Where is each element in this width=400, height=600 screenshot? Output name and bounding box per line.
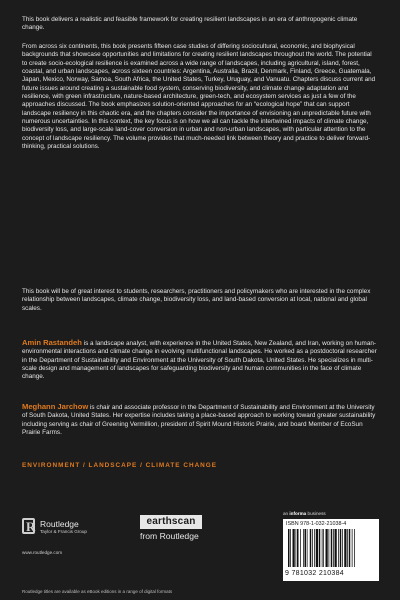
barcode-bar <box>300 529 301 567</box>
barcode <box>283 519 379 581</box>
barcode-bar <box>333 529 334 567</box>
routledge-mark-icon <box>22 518 35 534</box>
barcode-bar <box>296 529 297 567</box>
author-bio-text-2: is chair and associate professor in the Department of Sustainability and Environment at the University of South Dakota, United States. Her expertise includes taking a place-based approach to working toward greater sustainability including serving as chair of Greening Vermillion, president of Spirit Mound Historic Prairie, and board Member of EcoSun Prairie Farms. <box>22 404 376 437</box>
informa-tagline <box>283 511 326 516</box>
isbn-digits: 9 781032 210384 <box>285 570 344 577</box>
subject-categories: ENVIRONMENT / LANDSCAPE / CLIMATE CHANGE <box>22 462 218 469</box>
informa-prefix: an <box>283 511 290 516</box>
earthscan-wordmark: earthscan <box>140 515 202 529</box>
publisher-group: Taylor & Francis Group <box>40 529 87 534</box>
routledge-logo <box>22 518 87 558</box>
barcode-bar <box>323 529 324 567</box>
author-name-2: Meghann Jarchow <box>22 402 89 411</box>
author-bio-1 <box>22 339 378 382</box>
barcode-bar <box>342 529 343 567</box>
publisher-name: Routledge <box>40 519 79 529</box>
barcode-bar <box>329 529 330 567</box>
publisher-url: www.routledge.com <box>22 550 63 555</box>
barcode-icon <box>286 529 376 569</box>
informa-name: informa <box>289 511 307 516</box>
summary-paragraph-2: From across six continents, this book presents fifteen case studies of differing sociocultural, economic, and biophysical backgrounds that showcase opportunities and limitations for creating resilient landscapes throughout the world. The potential to create socio-ecological resilience is examined across a wide range of landscapes, including agricultural, island, forest, coastal, and urban landscapes, across sixteen countries: Argentina, Australia, Brazil, Denmark, Finland, Greece, Guatemala, Japan, Mexico, Norway, Samoa, South Africa, the United States, Turkey, Uruguay, and Vanuatu. Chapters discuss current and future issues around creating a sustainable food system, conserving biodiversity, and climate change adaptation and resilience, with green infrastructure, nature-based architecture, green-tech, and ecosystem services as just a few of the approaches discussed. The book emphasizes solution-oriented approaches for an “ecological hope” that can support landscape resiliency in this chaotic era, and the chapters consider the importance of envisioning an unpredictable future with numerous uncertainties. In this context, the key focus is on how we all can tackle the intertwined impacts of climate change, biodiversity loss, and large-scale land-cover conversion in urban and non-urban landscapes, with particular attention to the concept of landscape resiliency. The volume provides that much-needed link between theory and practice to deliver forward-thinking, practical solutions. <box>22 43 376 151</box>
barcode-bar <box>322 529 323 567</box>
routledge-mark-letter: R <box>26 519 36 534</box>
barcode-bar <box>340 529 342 567</box>
barcode-bar <box>349 529 351 567</box>
barcode-bar <box>335 529 337 567</box>
barcode-bar <box>331 529 333 567</box>
barcode-bar <box>354 529 355 567</box>
barcode-bar <box>344 529 346 567</box>
barcode-bar <box>297 529 299 567</box>
isbn-label: ISBN 978-1-032-21038-4 <box>286 521 347 527</box>
barcode-bar <box>316 529 318 567</box>
author-bio-text-1: is a landscape analyst, with experience in the United States, New Zealand, and Iran, working on human-environmental interactions and climate change in evolving multifunctional landscapes. He worked as a postdoctoral researcher in the Department of Sustainability and Environment at the University of South Dakota, United States. He specializes in multi-scale design and management of landscapes for safeguarding biodiversity and human communities in the face of climate change. <box>22 340 377 381</box>
barcode-bar <box>288 529 290 567</box>
barcode-bar <box>326 529 328 567</box>
barcode-bar <box>290 529 291 567</box>
barcode-bar <box>347 529 348 567</box>
author-bio-2 <box>22 403 378 437</box>
barcode-bar <box>293 529 295 567</box>
informa-suffix: business <box>306 511 326 516</box>
barcode-bar <box>307 529 308 567</box>
ebook-note: Routledge titles are available as eBook editions in a range of digital formats <box>22 589 173 594</box>
barcode-bar <box>338 529 339 567</box>
barcode-bar <box>310 529 312 567</box>
barcode-bar <box>312 529 313 567</box>
summary-paragraph-1: This book delivers a realistic and feasible framework for creating resilient landscapes in an era of anthropogenic climate change. <box>22 16 358 32</box>
barcode-bar <box>305 529 307 567</box>
earthscan-from-label: from Routledge <box>140 531 199 541</box>
barcode-bar <box>314 529 315 567</box>
earthscan-logo <box>140 515 220 555</box>
barcode-bar <box>352 529 353 567</box>
barcode-bar <box>319 529 321 567</box>
author-name-1: Amin Rastandeh <box>22 338 82 347</box>
summary-paragraph-3: This book will be of great interest to students, researchers, practitioners and policymakers who are interested in the complex relationship between landscapes, climate change, biodiversity loss, and land-based conversion at local, national and global scales. <box>22 288 371 312</box>
barcode-bar <box>303 529 304 567</box>
